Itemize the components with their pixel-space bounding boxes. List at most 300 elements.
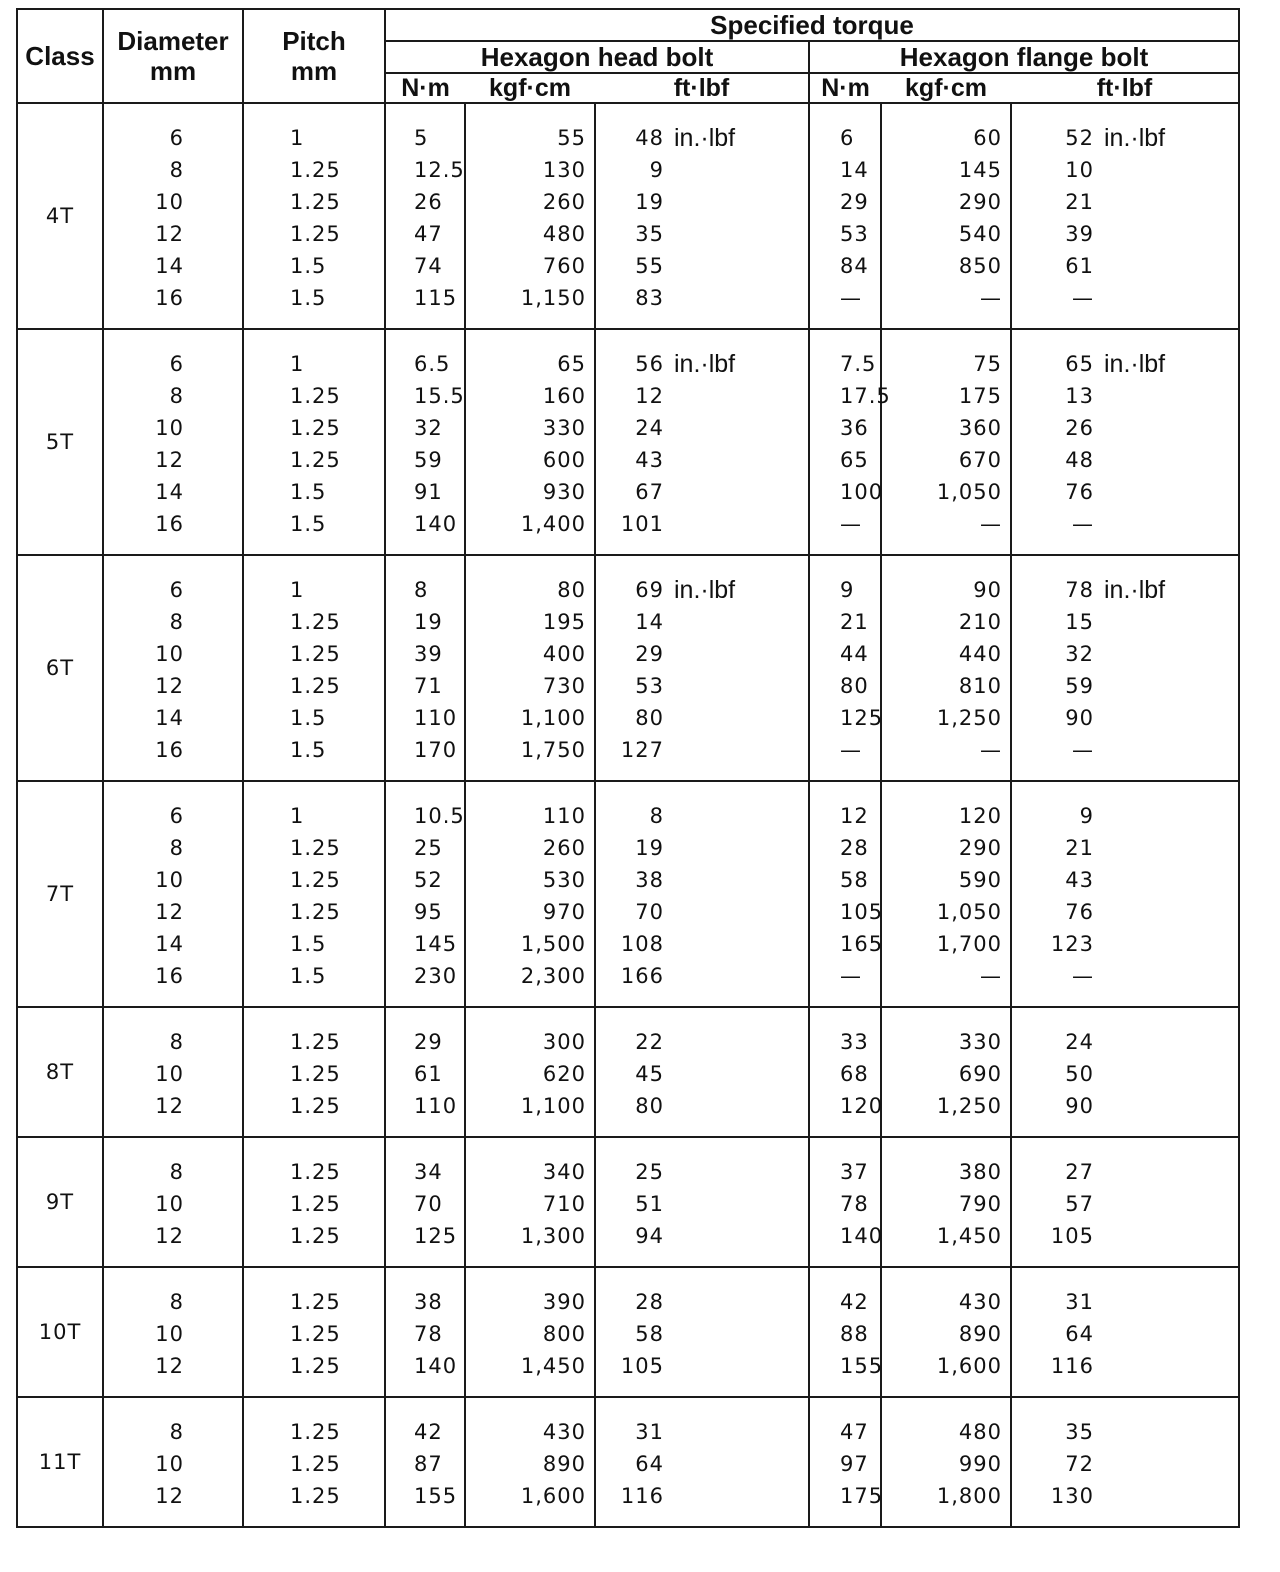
cell-value: 12 [155, 1224, 184, 1248]
table-row [17, 1397, 1239, 1527]
pitch-cell-lines [244, 330, 384, 554]
cell-value: 55 [557, 126, 586, 150]
cell-value: 730 [542, 674, 586, 698]
cell-value: 1.5 [290, 932, 327, 956]
cell-value: 34 [414, 1160, 443, 1184]
cell-line [1036, 638, 1238, 670]
ftlbf-value: 12 [635, 384, 664, 408]
cell-value: 12 [840, 804, 869, 828]
cell-value: — [840, 286, 862, 310]
flange-ftlbf-cell [1011, 103, 1239, 329]
cell-value: 25 [414, 836, 443, 860]
cell-value: 8 [414, 578, 429, 602]
flange-nm-cell [809, 555, 884, 781]
cell-value: — [980, 738, 1002, 762]
torque-table [16, 8, 1240, 1528]
cell-value: 6 [840, 126, 855, 150]
cell-value: 1.25 [290, 610, 341, 634]
cell-line [1036, 1220, 1238, 1252]
flange-kgfcm-cell [881, 781, 1011, 1007]
diameter-cell [103, 329, 243, 555]
head-nm-cell-lines [386, 330, 464, 554]
cell-value: 47 [414, 222, 443, 246]
cell-value: 88 [840, 1322, 869, 1346]
cell-line [606, 606, 808, 638]
table-row [17, 1137, 1239, 1267]
cell-value: 1,400 [520, 512, 586, 536]
cell-value: 1.25 [290, 222, 341, 246]
cell-value: 1.25 [290, 836, 341, 860]
cell-line [606, 1416, 808, 1448]
cell-value: 16 [155, 286, 184, 310]
cell-value: 10 [155, 868, 184, 892]
head-nm-cell [385, 1007, 465, 1137]
ftlbf-value: 39 [1065, 222, 1094, 246]
ftlbf-value: 48 [635, 126, 664, 150]
cell-value: 1,300 [520, 1224, 586, 1248]
cell-line [1036, 606, 1238, 638]
cell-value: 71 [414, 674, 443, 698]
cell-line [606, 218, 808, 250]
cell-value: 1.25 [290, 190, 341, 214]
cell-value: 400 [542, 642, 586, 666]
flange-nm-cell [809, 1397, 884, 1527]
pitch-header-line1: Pitch [282, 26, 346, 56]
cell-value: 78 [414, 1322, 443, 1346]
ftlbf-value: 21 [1065, 836, 1094, 860]
head-nm-cell-lines [386, 1398, 464, 1526]
flange-nm-cell-lines [810, 1268, 884, 1396]
class-group [17, 329, 1239, 555]
cell-line [1036, 670, 1238, 702]
cell-line [606, 928, 808, 960]
cell-value: 850 [958, 254, 1002, 278]
cell-value: 10 [155, 642, 184, 666]
cell-value: 7.5 [840, 352, 877, 376]
cell-line [1036, 218, 1238, 250]
table-row [17, 555, 1239, 781]
cell-value: 75 [973, 352, 1002, 376]
cell-value: 125 [414, 1224, 458, 1248]
inlbf-unit-label: in.·lbf [1104, 576, 1166, 604]
cell-value: 10 [155, 1192, 184, 1216]
cell-line [606, 444, 808, 476]
cell-value: 1.5 [290, 706, 327, 730]
flange-nm-cell-lines [810, 1138, 884, 1266]
cell-value: 1 [290, 804, 305, 828]
flange-nm-cell-lines [810, 1398, 884, 1526]
ftlbf-value: 21 [1065, 190, 1094, 214]
ftlbf-value: 166 [620, 964, 664, 988]
head-kgfcm-cell-lines [466, 1138, 594, 1266]
ftlbf-value: 26 [1065, 416, 1094, 440]
cell-value: 1.5 [290, 512, 327, 536]
diameter-cell [103, 1397, 243, 1527]
cell-value: 110 [542, 804, 586, 828]
cell-value: 1.25 [290, 1420, 341, 1444]
flange-kgfcm-cell [881, 329, 1011, 555]
flange-kgfcm-cell-lines [882, 104, 1010, 328]
class-header-label: Class [25, 41, 95, 71]
ftlbf-value: 51 [635, 1192, 664, 1216]
ftlbf-value: 90 [1065, 1094, 1094, 1118]
class-label: 7T [45, 882, 75, 906]
flange-nm-cell-lines [810, 782, 884, 1006]
cell-line [606, 638, 808, 670]
ftlbf-value: 108 [620, 932, 664, 956]
cell-value: 165 [840, 932, 884, 956]
cell-value: 360 [958, 416, 1002, 440]
specified-torque-label: Specified torque [710, 10, 914, 40]
ftlbf-value: 69 [635, 578, 664, 602]
cell-value: 29 [414, 1030, 443, 1054]
flange-kgfcm-cell [881, 1007, 1011, 1137]
cell-line [606, 1480, 808, 1512]
cell-line [1036, 1188, 1238, 1220]
diameter-cell-lines [104, 330, 242, 554]
diameter-cell-lines [104, 104, 242, 328]
cell-value: 195 [542, 610, 586, 634]
diameter-cell [103, 1137, 243, 1267]
cell-value: 8 [169, 1420, 184, 1444]
table-row [17, 1007, 1239, 1137]
cell-value: 37 [840, 1160, 869, 1184]
cell-value: 430 [542, 1420, 586, 1444]
cell-value: 1.25 [290, 1452, 341, 1476]
cell-line [606, 1318, 808, 1350]
flange-ftlbf-cell [1011, 1137, 1239, 1267]
cell-value: 1,600 [520, 1484, 586, 1508]
cell-value: 8 [169, 610, 184, 634]
ftlbf-value: 105 [1050, 1224, 1094, 1248]
cell-value: 65 [557, 352, 586, 376]
ftlbf-value: 64 [1065, 1322, 1094, 1346]
ftlbf-value: 35 [1065, 1420, 1094, 1444]
cell-value: 390 [542, 1290, 586, 1314]
cell-value: 14 [155, 932, 184, 956]
cell-value: 120 [840, 1094, 884, 1118]
cell-value: — [980, 964, 1002, 988]
cell-line [1036, 1416, 1238, 1448]
ftlbf-value: 15 [1065, 610, 1094, 634]
cell-value: 155 [414, 1484, 458, 1508]
cell-value: 105 [840, 900, 884, 924]
cell-line [1036, 282, 1238, 314]
cell-value: 130 [542, 158, 586, 182]
cell-line [1036, 1448, 1238, 1480]
ftlbf-value: 56 [635, 352, 664, 376]
class-label: 10T [38, 1320, 82, 1344]
pitch-cell [243, 555, 385, 781]
ftlbf-value: 90 [1065, 706, 1094, 730]
diameter-cell [103, 555, 243, 781]
flange-nm-cell [809, 103, 881, 329]
head-kgfcm-cell-lines [466, 1008, 594, 1136]
cell-value: 12 [155, 900, 184, 924]
cell-line [606, 380, 808, 412]
head-ftlbf-cell [595, 781, 809, 1007]
pitch-cell [243, 1007, 385, 1137]
head-kgfcm-cell [465, 329, 595, 555]
cell-value: 17.5 [840, 384, 891, 408]
flange-ftlbf-cell-lines [1012, 1138, 1238, 1266]
class-group [17, 1267, 1239, 1397]
cell-value: 65 [840, 448, 869, 472]
pitch-cell [243, 781, 385, 1007]
cell-value: 1.25 [290, 1030, 341, 1054]
head-kgfcm-cell-lines [466, 782, 594, 1006]
cell-value: 120 [958, 804, 1002, 828]
cell-value: 10 [155, 1062, 184, 1086]
cell-value: 175 [958, 384, 1002, 408]
cell-value: 97 [840, 1452, 869, 1476]
ftlbf-value: 65 [1065, 352, 1094, 376]
cell-value: 80 [557, 578, 586, 602]
cell-line [606, 574, 808, 606]
cell-value: 710 [542, 1192, 586, 1216]
cell-value: 6 [169, 804, 184, 828]
pitch-header-line2: mm [290, 56, 338, 86]
cell-value: 620 [542, 1062, 586, 1086]
cell-value: 1,450 [520, 1354, 586, 1378]
cell-line [1036, 380, 1238, 412]
table-row [17, 781, 1239, 1007]
class-cell [17, 1137, 103, 1267]
cell-value: 10 [155, 416, 184, 440]
cell-line [606, 348, 808, 380]
cell-value: 1.25 [290, 674, 341, 698]
cell-line [606, 508, 808, 540]
ftlbf-value: 50 [1065, 1062, 1094, 1086]
col-header-flange-nm: N·m [809, 73, 881, 103]
cell-value: 12 [155, 448, 184, 472]
cell-value: 70 [414, 1192, 443, 1216]
flange-nm-cell-lines [810, 330, 891, 554]
cell-value: 670 [958, 448, 1002, 472]
cell-value: 21 [840, 610, 869, 634]
ftlbf-value: 24 [1065, 1030, 1094, 1054]
cell-line [606, 702, 808, 734]
ftlbf-value: 25 [635, 1160, 664, 1184]
class-cell [17, 781, 103, 1007]
class-label: 8T [45, 1060, 75, 1084]
ftlbf-value: — [1072, 964, 1094, 988]
head-kgfcm-cell-lines [466, 1398, 594, 1526]
head-kgfcm-cell-lines [466, 556, 594, 780]
cell-line [606, 282, 808, 314]
cell-line [606, 1058, 808, 1090]
cell-value: 1.25 [290, 1160, 341, 1184]
diameter-header-line1: Diameter [117, 26, 229, 56]
flange-ftlbf-cell-lines [1012, 1398, 1238, 1526]
cell-value: 330 [958, 1030, 1002, 1054]
cell-value: 32 [414, 416, 443, 440]
cell-line [1036, 508, 1238, 540]
head-ftlbf-cell [595, 555, 809, 781]
head-ftlbf-cell-lines [596, 782, 808, 1006]
flange-ftlbf-cell [1011, 329, 1239, 555]
cell-value: — [840, 512, 862, 536]
cell-line [1036, 186, 1238, 218]
cell-value: 39 [414, 642, 443, 666]
cell-line [1036, 1318, 1238, 1350]
cell-value: 1,100 [520, 1094, 586, 1118]
ftlbf-value: 80 [635, 1094, 664, 1118]
cell-line [1036, 896, 1238, 928]
class-cell [17, 1397, 103, 1527]
head-ftlbf-cell-lines [596, 1138, 808, 1266]
diameter-cell [103, 1007, 243, 1137]
flange-kgfcm-cell-lines [882, 782, 1010, 1006]
ftlbf-value: 14 [635, 610, 664, 634]
cell-line [1036, 800, 1238, 832]
cell-line [606, 1156, 808, 1188]
cell-value: 36 [840, 416, 869, 440]
cell-line [606, 476, 808, 508]
cell-value: 10 [155, 1322, 184, 1346]
inlbf-unit-label: in.·lbf [1104, 350, 1166, 378]
col-header-hexagon-flange-bolt [809, 41, 1239, 73]
head-ftlbf-cell-lines [596, 1268, 808, 1396]
ftlbf-value: 53 [635, 674, 664, 698]
cell-value: 1 [290, 578, 305, 602]
cell-value: 1,600 [936, 1354, 1002, 1378]
cell-value: 1.25 [290, 1062, 341, 1086]
ftlbf-value: 19 [635, 836, 664, 860]
cell-value: 1.25 [290, 1322, 341, 1346]
cell-value: 115 [414, 286, 458, 310]
cell-value: 1.25 [290, 642, 341, 666]
cell-value: 12 [155, 1354, 184, 1378]
diameter-cell-lines [104, 556, 242, 780]
cell-value: 1.5 [290, 738, 327, 762]
cell-value: — [840, 738, 862, 762]
head-kgfcm-cell [465, 1397, 595, 1527]
flange-kgfcm-cell-lines [882, 1398, 1010, 1526]
flange-kgfcm-cell [881, 103, 1011, 329]
head-kgfcm-cell-lines [466, 330, 594, 554]
cell-value: 1,250 [936, 1094, 1002, 1118]
hexagon-head-bolt-label: Hexagon head bolt [480, 42, 714, 72]
ftlbf-value: 38 [635, 868, 664, 892]
head-ftlbf-cell [595, 1137, 809, 1267]
cell-value: 1.25 [290, 384, 341, 408]
cell-value: 1,050 [936, 900, 1002, 924]
head-ftlbf-cell [595, 329, 809, 555]
ftlbf-value: 57 [1065, 1192, 1094, 1216]
class-cell [17, 329, 103, 555]
ftlbf-value: 22 [635, 1030, 664, 1054]
head-nm-cell-lines [386, 104, 464, 328]
cell-value: 330 [542, 416, 586, 440]
pitch-cell-lines [244, 1008, 384, 1136]
ftlbf-value: 28 [635, 1290, 664, 1314]
ftlbf-value: 32 [1065, 642, 1094, 666]
cell-value: 110 [414, 706, 458, 730]
cell-line [1036, 1286, 1238, 1318]
flange-kgfcm-cell-lines [882, 1138, 1010, 1266]
flange-nm-cell [809, 1007, 884, 1137]
cell-value: 990 [958, 1452, 1002, 1476]
cell-value: 12.5 [414, 158, 465, 182]
flange-ftlbf-cell [1011, 1007, 1239, 1137]
cell-value: 1.25 [290, 158, 341, 182]
class-group [17, 1137, 1239, 1267]
class-label: 4T [45, 204, 75, 228]
flange-ftlbf-cell-lines [1012, 1008, 1238, 1136]
cell-value: 47 [840, 1420, 869, 1444]
cell-value: 87 [414, 1452, 443, 1476]
ftlbf-value: 83 [635, 286, 664, 310]
cell-value: 14 [155, 706, 184, 730]
cell-value: 1,100 [520, 706, 586, 730]
head-kgfcm-cell [465, 1267, 595, 1397]
ftlbf-value: 94 [635, 1224, 664, 1248]
diameter-header-line2: mm [149, 56, 197, 86]
ftlbf-value: 52 [1065, 126, 1094, 150]
head-ftlbf-cell [595, 1007, 809, 1137]
ftlbf-value: 27 [1065, 1160, 1094, 1184]
flange-ftlbf-cell-lines [1012, 556, 1238, 780]
ftlbf-value: 29 [635, 642, 664, 666]
flange-ftlbf-cell-lines [1012, 782, 1238, 1006]
head-nm-cell [385, 329, 465, 555]
ftlbf-value: 64 [635, 1452, 664, 1476]
cell-value: 1.5 [290, 964, 327, 988]
cell-value: 1 [290, 352, 305, 376]
pitch-cell [243, 1267, 385, 1397]
cell-value: 260 [542, 836, 586, 860]
ftlbf-value: 105 [620, 1354, 664, 1378]
cell-line [606, 896, 808, 928]
cell-value: 58 [840, 868, 869, 892]
head-nm-cell [385, 1267, 465, 1397]
cell-value: 91 [414, 480, 443, 504]
flange-nm-cell-lines [810, 104, 880, 328]
cell-value: 155 [840, 1354, 884, 1378]
cell-value: 2,300 [520, 964, 586, 988]
head-nm-cell [385, 1137, 465, 1267]
head-nm-cell [385, 555, 465, 781]
flange-kgfcm-cell [881, 555, 1011, 781]
ftlbf-value: 8 [649, 804, 664, 828]
pitch-cell [243, 329, 385, 555]
head-kgfcm-cell [465, 103, 595, 329]
cell-value: 5 [414, 126, 429, 150]
flange-nm-cell [809, 781, 884, 1007]
col-header-class [17, 9, 103, 103]
ftlbf-value: 127 [620, 738, 664, 762]
cell-value: 1.25 [290, 1290, 341, 1314]
head-ftlbf-cell-lines [596, 330, 808, 554]
cell-value: 1.5 [290, 254, 327, 278]
cell-value: 890 [958, 1322, 1002, 1346]
ftlbf-value: — [1072, 286, 1094, 310]
ftlbf-value: — [1072, 512, 1094, 536]
cell-value: 540 [958, 222, 1002, 246]
cell-value: 930 [542, 480, 586, 504]
ftlbf-value: 31 [1065, 1290, 1094, 1314]
head-ftlbf-cell-lines [596, 556, 808, 780]
cell-value: 480 [958, 1420, 1002, 1444]
flange-kgfcm-cell [881, 1267, 1011, 1397]
cell-value: 15.5 [414, 384, 465, 408]
col-header-head-nm: N·m [385, 73, 465, 103]
ftlbf-value: 116 [1050, 1354, 1094, 1378]
diameter-cell [103, 1267, 243, 1397]
cell-value: 12 [155, 1094, 184, 1118]
class-group [17, 103, 1239, 329]
